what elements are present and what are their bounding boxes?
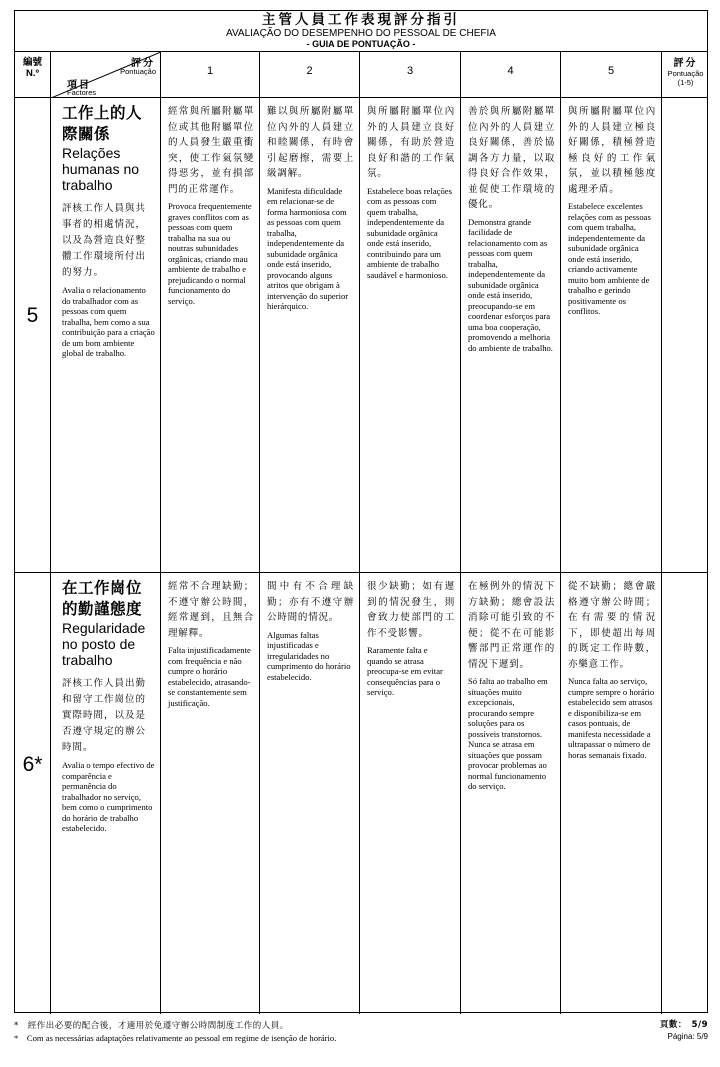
level-text-pt: Nunca falta ao serviço, cumpre sempre o horário estabelecido sem atrasos e disponibiliza-se em casos pontuais, de manifesta necessidade a ultrapassar o número de horas semanais fixado. [568,676,655,760]
header-factors [51,52,161,97]
factor-description-pt: Avalia o relacionamento do trabalhador com as pessoas com quem trabalha, bem como a sua contribuição para a criação de um bom ambiente global de trabalho. [62,285,155,358]
level-2-description [260,98,360,572]
header-level-1: 1 [161,52,260,97]
factor-title-zh: 在工作崗位的勤謹態度 [62,579,143,618]
factor-row-regularity [15,573,707,1014]
level-4-description [461,98,561,572]
level-text-zh: 很少缺勤；如有遲到的情況發生，則會致力使部門的工作不受影響。 [367,581,455,639]
level-text-zh: 與所屬附屬單位內外的人員建立極良好關係，積極營造極良好的工作氣氛，並以積極態度處理矛盾。 [568,106,656,195]
header-factor-pt: Factores [67,88,97,97]
level-text-pt: Estabelece boas relações com as pessoas com quem trabalha, independentemente da subunidade orgânica onde está inserido, contribuindo para um ambiente de trabalho saudável e harmonioso. [367,185,452,280]
row-number: 5 [15,98,51,572]
level-text-pt: Falta injustificadamente com frequência e não cumpre o horário estabelecido, atrasando-se constantemente sem justificação. [168,645,251,708]
level-text-zh: 難以與所屬附屬單位內外的人員建立和睦關係，有時會引起磨擦，需要上級調解。 [267,106,354,179]
factor-cell [51,573,161,1014]
level-text-zh: 從不缺勤；總會嚴格遵守辦公時間；在有需要的情況下，即使超出每周的既定工作時數，亦樂意工作。 [568,581,656,670]
header-level-5: 5 [561,52,662,97]
header-level-3: 3 [360,52,461,97]
level-1-description [161,98,260,572]
header-total-score [662,52,709,97]
factor-description-zh: 評核工作人員出勤和留守工作崗位的實際時間，以及是否遵守規定的辦公時間。 [62,678,147,753]
level-text-pt: Algumas faltas injustificadas e irregularidades no cumprimento do horário estabelecido. [267,629,351,682]
header-total-range: (1-5) [677,78,694,87]
level-text-pt: Demonstra grande facilidade de relacionamento com as pessoas com quem trabalha, independentemente da subunidade orgânica onde está inserido, preocupando-se em coordenar esforços para uma boa cooperação, promovendo a melhoria do ambiente de trabalho. [468,216,553,353]
level-2-description [260,573,360,1014]
level-text-pt: Raramente falta e quando se atrasa preocupa-se em evitar consequências para o serviço. [367,645,443,697]
factor-title-pt: Relações humanas no trabalho [62,145,140,193]
column-header-row [15,52,707,98]
level-5-description [561,573,662,1014]
footnote-zh: * 經作出必要的配合後，才適用於免遵守辦公時間制度工作的人員。 [14,1021,289,1031]
level-text-zh: 善於與所屬附屬單位內外的人員建立良好關係，善於協調各方力量，以取得良好合作效果，並促使工作環境的優化。 [468,106,555,210]
footnote-pt: * Com as necessárias adaptações relativamente ao pessoal em regime de isenção de horário. [14,1033,337,1043]
header-total-zh: 評分 [673,58,698,69]
factor-row-relations [15,98,707,573]
page-number [660,1020,708,1042]
header-level-4: 4 [461,52,561,97]
factor-title-zh: 工作上的人際關係 [62,104,143,143]
footnote [14,1020,708,1044]
level-text-zh: 間中有不合理缺勤；亦有不遵守辦公時間的情況。 [267,581,354,623]
header-level-2: 2 [260,52,360,97]
row-number: 6* [15,573,51,1014]
level-5-description [561,98,662,572]
level-text-pt: Estabelece excelentes relações com as pessoas com quem trabalha, independentemente da subunidade orgânica onde está inserido, criando activamente muito bom ambiente de trabalho e gerindo positivamente os conflitos. [568,201,651,316]
evaluation-table [14,10,708,1013]
header-score-zh: 評分 [131,58,155,69]
level-text-pt: Manifesta dificuldade em relacionar-se de forma harmoniosa com as pessoas com quem trabalha, independentemente da subunidade orgânica onde está inserido, provocando alguns atritos que obrigam à intervenção do superior hierárquico. [267,185,349,311]
document-header [15,11,707,52]
level-3-description [360,98,461,572]
level-4-description [461,573,561,1014]
level-text-pt: Só falta ao trabalho em situações muito excepcionais, procurando sempre soluções para os possíveis transtornos. Nunca se atrasa em situações que possam provocar problemas ao normal funcionamento do serviço. [468,676,548,791]
subtitle: - GUIA DE PONTUAÇÃO - [306,39,416,49]
score-entry-cell[interactable] [662,98,709,572]
factor-cell [51,98,161,572]
header-number [15,52,51,97]
title-portuguese: AVALIAÇÃO DO DESEMPENHO DO PESSOAL DE CHEFIA [226,28,496,39]
factor-description-zh: 評核工作人員與共事者的相處情況，以及為營造良好整體工作環境所付出的努力。 [62,203,147,278]
level-text-zh: 經常與所屬附屬單位或其他附屬單位的人員發生嚴重衝突，使工作氣氛變得惡劣，並有損部門的正常運作。 [168,106,254,195]
score-entry-cell[interactable] [662,573,709,1014]
level-text-zh: 經常不合理缺勤；不遵守辦公時間，經常遲到，且無合理解釋。 [168,581,254,639]
level-3-description [360,573,461,1014]
header-number-pt: N.º [26,68,39,79]
header-factor-zh: 項目 [67,80,91,91]
level-text-pt: Provoca frequentemente graves conflitos com as pessoas com quem trabalha na sua ou noutras subunidades orgânicas, criando mau ambiente de trabalho e prejudicando o normal funcionamento do serviço. [168,201,252,306]
factor-title-pt: Regularidade no posto de trabalho [62,620,146,668]
level-1-description [161,573,260,1014]
header-number-zh: 編號 [22,57,42,68]
header-total-pt: Pontuação [667,69,704,78]
page-number-zh: 頁數： 5/9 [659,1020,708,1030]
factor-description-pt: Avalia o tempo efectivo de comparência e permanência do trabalhador no serviço, bem como o cumprimento do horário de trabalho estabelecido. [62,760,155,833]
page-number-pt: Página: 5/9 [667,1032,708,1041]
level-text-zh: 與所屬附屬單位內外的人員建立良好關係，有助於營造良好和諧的工作氣氛。 [367,106,455,179]
title-chinese: 主管人員工作表現評分指引 [262,12,460,28]
header-score-pt: Pontuação [120,67,156,76]
level-text-zh: 在極例外的情況下方缺勤；總會設法消除可能引致的不便；從不在可能影響部門正常運作的情況下遲到。 [468,581,555,670]
